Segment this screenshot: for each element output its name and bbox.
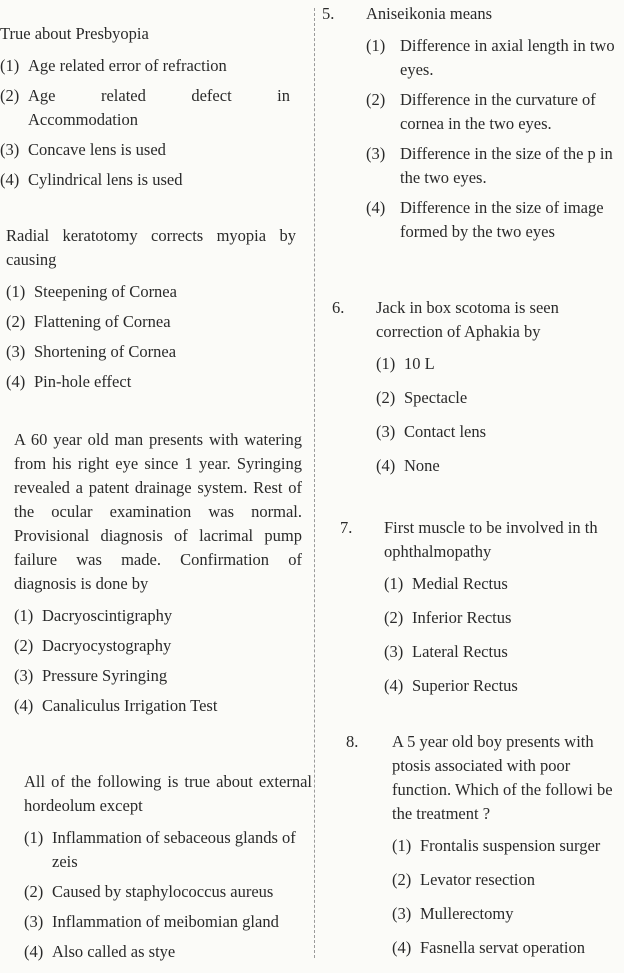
option-text: None [404, 456, 440, 475]
option-text: Also called as stye [52, 942, 176, 961]
option-1[interactable] [0, 54, 290, 78]
option-text: Mullerectomy [420, 904, 514, 923]
option-list [366, 34, 616, 244]
option-text: Caused by staphylococcus aureus [52, 882, 274, 901]
option-list [392, 834, 618, 960]
option-number: (2) [366, 90, 386, 109]
option-number: (2) [376, 388, 396, 407]
option-text: Shortening of Cornea [34, 342, 177, 361]
option-number: (3) [392, 904, 412, 923]
question-radial-keratotomy [6, 224, 296, 400]
option-text: Inferior Rectus [412, 608, 512, 627]
question-lacrimal-pump [14, 428, 302, 724]
option-number: (1) [392, 836, 412, 855]
option-number: (2) [14, 636, 34, 655]
option-list [14, 604, 302, 718]
option-list [0, 54, 290, 192]
question-stem: All of the following is true about external hordeolum except [24, 772, 312, 815]
question-stem: True about Presbyopia [0, 24, 149, 43]
option-number: (1) [384, 574, 404, 593]
option-3[interactable] [14, 664, 302, 688]
option-number: (2) [384, 608, 404, 627]
option-text: Steepening of Cornea [34, 282, 177, 301]
option-1[interactable] [6, 280, 296, 304]
question-stem: A 5 year old boy presents with ptosis associated with poor function. Which of the followi be the treatment ? [392, 732, 613, 823]
option-text: Inflammation of sebaceous glands of zeis [52, 828, 296, 871]
option-text: Lateral Rectus [412, 642, 508, 661]
question-5 [322, 2, 616, 250]
option-list [6, 280, 296, 394]
option-number: (3) [366, 144, 386, 163]
option-number: (4) [376, 456, 396, 475]
option-1[interactable] [376, 352, 616, 376]
option-1[interactable] [14, 604, 302, 628]
option-text: Pressure Syringing [42, 666, 168, 685]
option-3[interactable] [6, 340, 296, 364]
question-stem: Radial keratotomy corrects myopia by causing [6, 226, 296, 269]
option-number: (4) [384, 676, 404, 695]
option-1[interactable] [366, 34, 616, 82]
question-stem: A 60 year old man presents with watering from his right eye since 1 year. Syringing revealed a patent drainage system. Rest of the ocular examination was normal. Provisional diagnosis of lacrimal pump failure was made. Confirmation of diagnosis is done by [14, 430, 302, 593]
option-number: (3) [14, 666, 34, 685]
question-number: 5. [322, 4, 335, 23]
question-number: 7. [340, 518, 353, 537]
question-number: 6. [332, 298, 345, 317]
option-text: Difference in the curvature of cornea in the two eyes. [400, 90, 596, 133]
option-3[interactable] [376, 420, 616, 444]
option-number: (1) [366, 36, 386, 55]
option-text: Flattening of Cornea [34, 312, 171, 331]
option-text: Fasnella servat operation [420, 938, 585, 957]
option-4[interactable] [14, 694, 302, 718]
question-external-hordeolum [24, 770, 312, 970]
option-number: (1) [24, 828, 44, 847]
question-number: 8. [346, 732, 359, 751]
option-4[interactable] [384, 674, 616, 698]
option-4[interactable] [366, 196, 616, 244]
option-number: (3) [376, 422, 396, 441]
option-3[interactable] [0, 138, 290, 162]
option-text: Cylindrical lens is used [28, 170, 183, 189]
option-text: Difference in the size of image formed by the two eyes [400, 198, 604, 241]
option-number: (4) [6, 372, 26, 391]
option-text: 10 L [404, 354, 435, 373]
option-3[interactable] [384, 640, 616, 664]
option-number: (4) [366, 198, 386, 217]
option-list [24, 826, 312, 964]
option-4[interactable] [392, 936, 618, 960]
question-presbyopia [0, 22, 290, 198]
option-number: (3) [384, 642, 404, 661]
option-number: (3) [6, 342, 26, 361]
option-2[interactable] [24, 880, 312, 904]
option-list [384, 572, 616, 698]
option-text: Contact lens [404, 422, 487, 441]
option-4[interactable] [376, 454, 616, 478]
option-2[interactable] [384, 606, 616, 630]
option-text: Dacryocystography [42, 636, 172, 655]
question-stem: First muscle to be involved in th ophthalmopathy [384, 518, 598, 561]
option-text: Age related error of refraction [28, 56, 227, 75]
option-2[interactable] [376, 386, 616, 410]
option-text: Pin-hole effect [34, 372, 132, 391]
option-text: Spectacle [404, 388, 468, 407]
option-1[interactable] [384, 572, 616, 596]
option-number: (3) [0, 140, 20, 159]
option-text: Age related defect in Accommodation [28, 86, 290, 129]
option-text: Difference in axial length in two eyes. [400, 36, 615, 79]
option-2[interactable] [14, 634, 302, 658]
option-4[interactable] [24, 940, 312, 964]
option-number: (1) [0, 56, 20, 75]
option-text: Difference in the size of the p in the two eyes. [400, 144, 613, 187]
option-3[interactable] [366, 142, 616, 190]
option-2[interactable] [366, 88, 616, 136]
option-number: (4) [392, 938, 412, 957]
option-2[interactable] [392, 868, 618, 892]
option-text: Canaliculus Irrigation Test [42, 696, 218, 715]
option-number: (1) [376, 354, 396, 373]
option-number: (3) [24, 912, 44, 931]
option-number: (4) [24, 942, 44, 961]
question-6 [332, 296, 616, 484]
option-number: (2) [6, 312, 26, 331]
question-stem: Jack in box scotoma is seen correction of Aphakia by [376, 298, 559, 341]
question-7 [340, 516, 616, 704]
option-1[interactable] [24, 826, 312, 874]
option-number: (4) [0, 170, 20, 189]
option-text: Frontalis suspension surger [420, 836, 601, 855]
option-text: Levator resection [420, 870, 535, 889]
option-text: Concave lens is used [28, 140, 166, 159]
option-number: (2) [0, 86, 20, 105]
option-4[interactable] [0, 168, 290, 192]
option-number: (4) [14, 696, 34, 715]
option-text: Medial Rectus [412, 574, 508, 593]
option-2[interactable] [6, 310, 296, 334]
column-divider [314, 8, 315, 958]
option-list [376, 352, 616, 478]
option-text: Inflammation of meibomian gland [52, 912, 279, 931]
option-text: Dacryoscintigraphy [42, 606, 173, 625]
option-4[interactable] [6, 370, 296, 394]
option-3[interactable] [392, 902, 618, 926]
option-3[interactable] [24, 910, 312, 934]
option-number: (2) [24, 882, 44, 901]
option-number: (2) [392, 870, 412, 889]
option-2[interactable] [0, 84, 290, 132]
option-number: (1) [14, 606, 34, 625]
option-1[interactable] [392, 834, 618, 858]
option-text: Superior Rectus [412, 676, 518, 695]
option-number: (1) [6, 282, 26, 301]
question-stem: Aniseikonia means [366, 4, 493, 23]
question-8 [346, 730, 618, 966]
